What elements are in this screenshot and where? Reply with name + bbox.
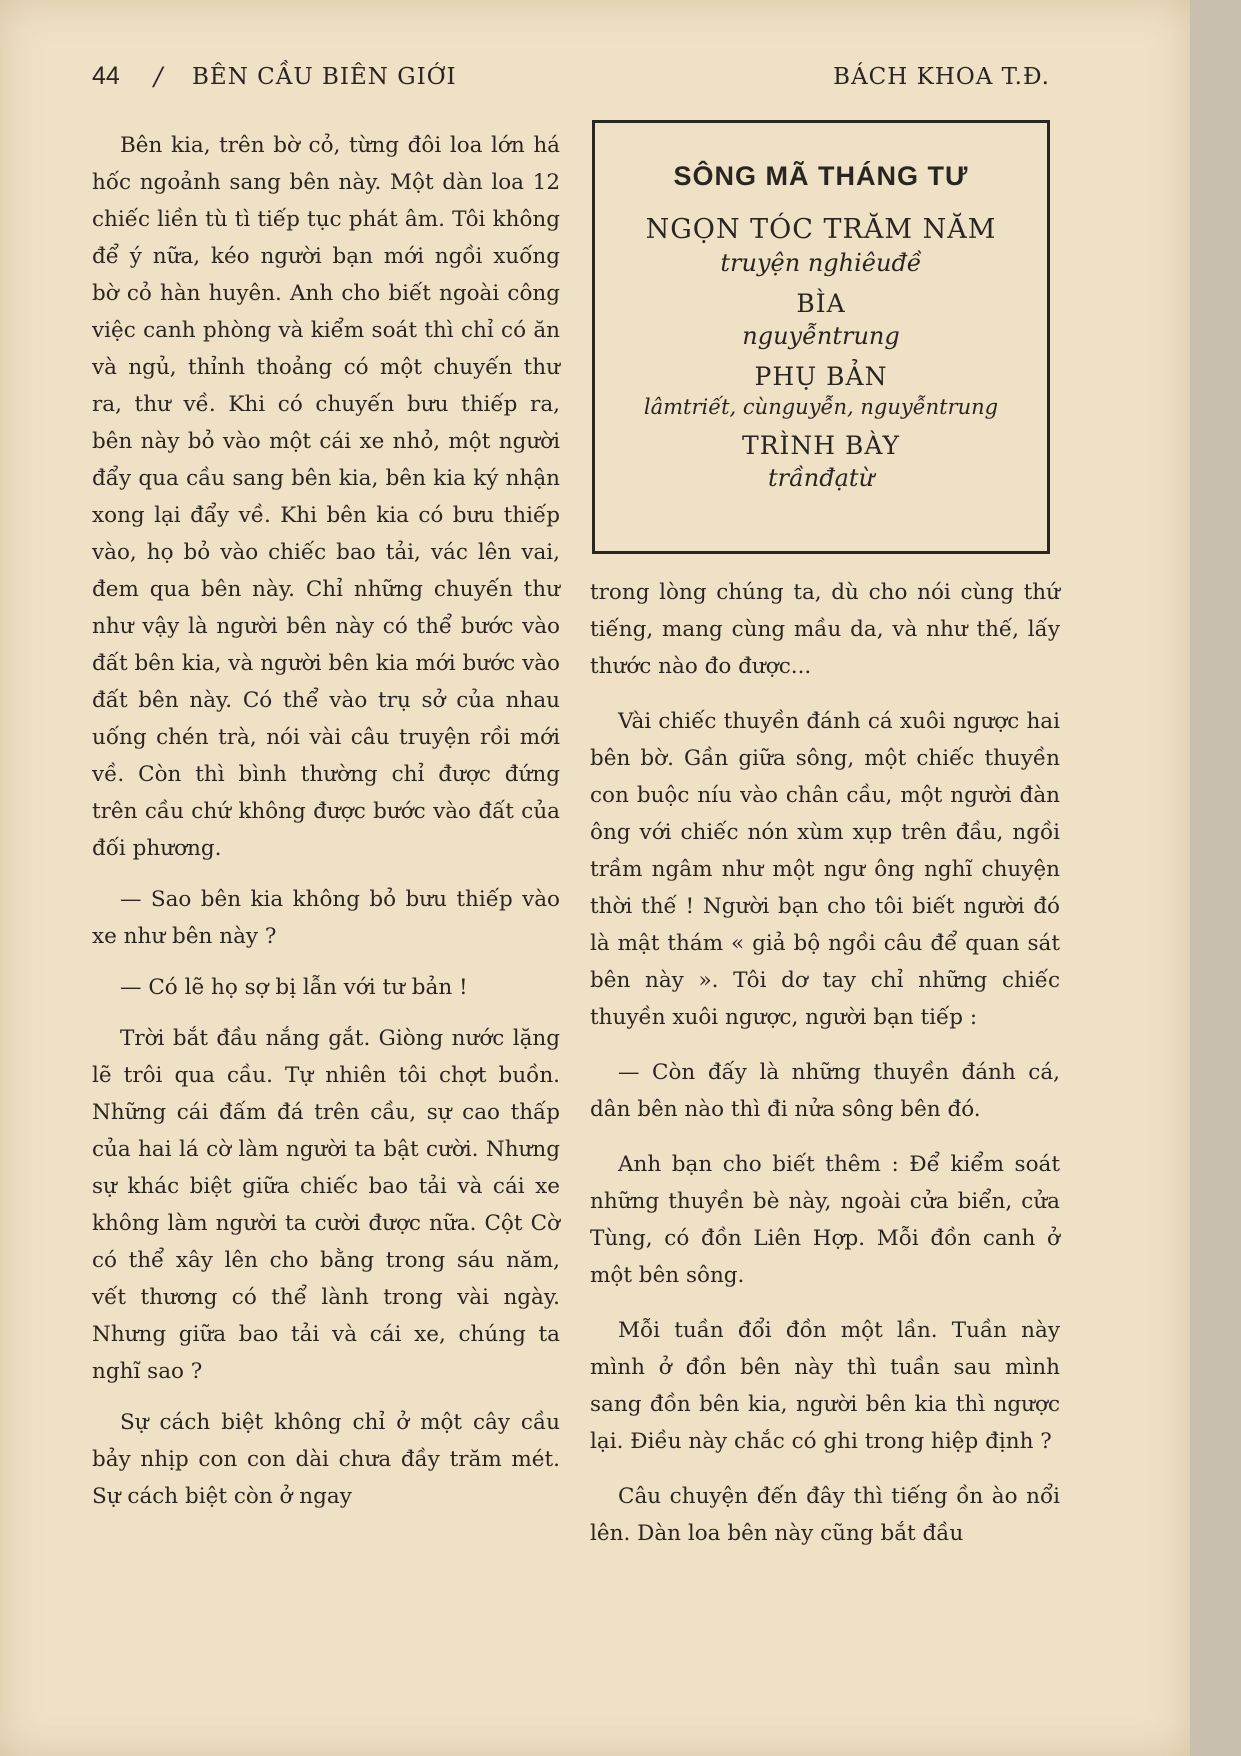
header-separator: / <box>154 62 163 91</box>
paragraph: Vài chiếc thuyền đánh cá xuôi ngược hai bên bờ. Gần giữa sông, một chiếc thuyền con buộc níu vào chân cầu, một người đàn ông với chiếc nón xùm xụp trên đầu, ngồi trầm ngâm như một ngư ông nghĩ chuyện thời thế ! Người bạn cho tôi biết người đó là mật thám « giả bộ ngồi câu để quan sát bên này ». Tôi dơ tay chỉ những chiếc thuyền xuôi ngược, người bạn tiếp : <box>590 709 1060 1030</box>
magazine-name: BÁCH KHOA T.Đ. <box>833 64 1050 90</box>
paragraph: — Có lẽ họ sợ bị lẫn với tư bản ! <box>120 975 468 1000</box>
right-column <box>590 574 1060 1570</box>
paragraph: — Còn đấy là những thuyền đánh cá, dân bên nào thì đi nửa sông bên đó. <box>590 1060 1060 1122</box>
paragraph: Mỗi tuần đổi đồn một lần. Tuần này mình ở đồn bên này thì tuần sau mình sang đồn bên kia, người bên kia thì ngược lại. Điều này chắc có ghi trong hiệp định ? <box>590 1318 1060 1454</box>
running-title: BÊN CẦU BIÊN GIỚI <box>192 64 457 90</box>
paragraph: trong lòng chúng ta, dù cho nói cùng thứ tiếng, mang cùng mầu da, và như thế, lấy thước nào đo được... <box>590 580 1060 679</box>
page-number: 44 <box>92 62 120 90</box>
paragraph: Câu chuyện đến đây thì tiếng ồn ào nổi lên. Dàn loa bên này cũng bắt đầu <box>590 1484 1060 1546</box>
left-column <box>92 127 560 1533</box>
layout-artist: trầnđạtừ <box>767 464 875 492</box>
cover-heading: BÌA <box>796 289 846 318</box>
paragraph: Bên kia, trên bờ cỏ, từng đôi loa lớn há hốc ngoảnh sang bên này. Một dàn loa 12 chiếc liền tù tì tiếp tục phát âm. Tôi không để ý nữa, kéo người bạn mới ngồi xuống bờ cỏ hàn huyên. Anh cho biết ngoài công việc canh phòng và kiểm soát thì chỉ có ăn và ngủ, thỉnh thoảng có một chuyến thư ra, thư về. Khi có chuyến bưu thiếp ra, bên này bỏ vào một cái xe nhỏ, một người đẩy qua cầu sang bên kia, bên kia ký nhận xong lại đẩy về. Khi bên kia có bưu thiếp vào, họ bỏ vào chiếc bao tải, vác lên vai, đem qua bên này. Chỉ những chuyến thư như vậy là người bên này có thể bước vào đất bên kia, và người bên kia mới bước vào đất bên này. Có thể vào trụ sở của nhau uống chén trà, nói vài câu truyện rồi mới về. Còn thì bình thường chỉ được đứng trên cầu chứ không được bước vào đất của đối phương. <box>92 133 560 861</box>
paragraph: Trời bắt đầu nắng gắt. Giòng nước lặng lẽ trôi qua cầu. Tự nhiên tôi chợt buồn. Những cái đấm đá trên cầu, sự cao thấp của hai lá cờ làm người ta bật cười. Nhưng sự khác biệt giữa chiếc bao tải và cái xe không làm người ta cười được nữa. Cột Cờ có thể xây lên cho bằng trong sáu năm, vết thương có thể lành trong vài ngày. Nhưng giữa bao tải và cái xe, chúng ta nghĩ sao ? <box>92 1026 560 1384</box>
series-title: SÔNG MÃ THÁNG TƯ <box>673 161 969 191</box>
supplement-artists: lâmtriết, cùnguyễn, nguyễntrung <box>643 395 999 419</box>
page-header <box>92 62 1050 102</box>
paragraph: — Sao bên kia không bỏ bưu thiếp vào xe như bên này ? <box>92 887 560 949</box>
paragraph: Anh bạn cho biết thêm : Để kiểm soát những thuyền bè này, ngoài cửa biển, cửa Tùng, có đồn Liên Hợp. Mỗi đồn canh ở một bên sông. <box>590 1152 1060 1288</box>
cover-artist: nguyễntrung <box>742 322 900 350</box>
supplement-heading: PHỤ BẢN <box>754 362 888 391</box>
credits-box <box>592 120 1050 554</box>
story-author: truyện nghiêuđề <box>720 249 922 277</box>
paragraph: Sự cách biệt không chỉ ở một cây cầu bảy nhịp con con dài chưa đầy trăm mét. Sự cách biệt còn ở ngay <box>92 1410 560 1509</box>
story-title: NGỌN TÓC TRĂM NĂM <box>645 214 997 245</box>
layout-heading: TRÌNH BÀY <box>742 431 900 460</box>
